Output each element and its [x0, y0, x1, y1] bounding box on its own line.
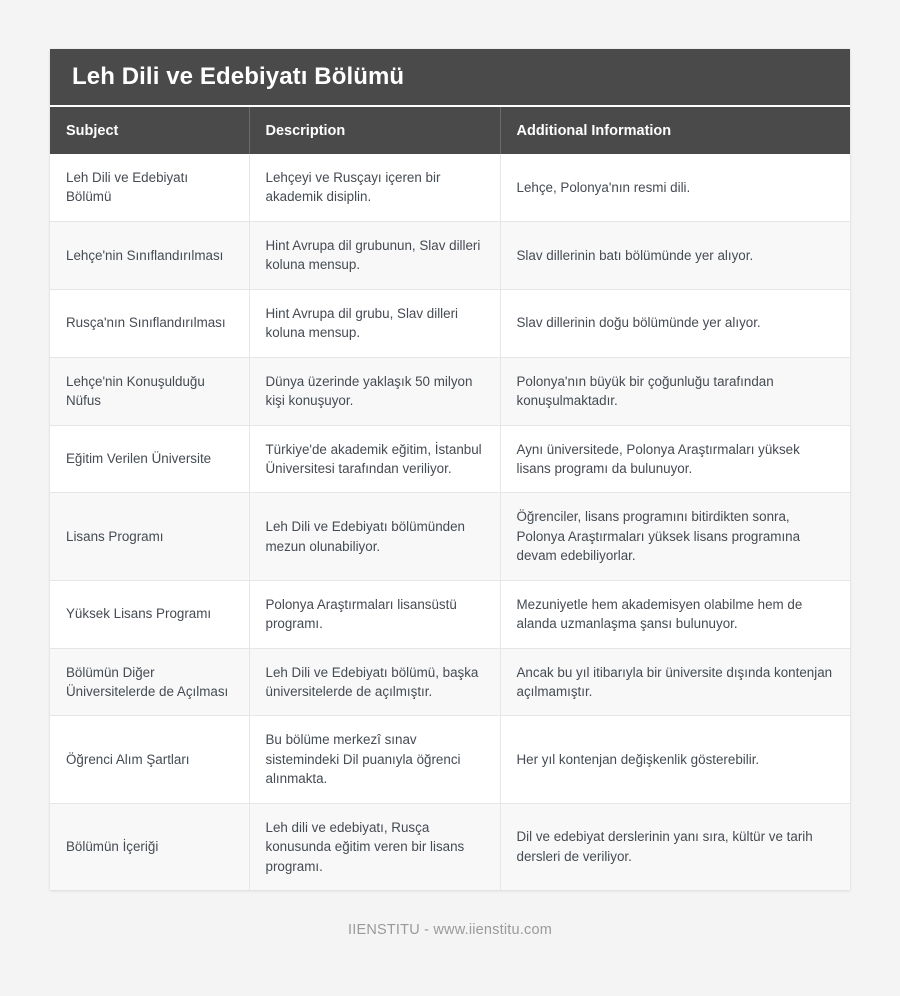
table-row	[50, 648, 850, 716]
cell-description: Türkiye'de akademik eğitim, İstanbul Üniversitesi tarafından veriliyor.	[249, 425, 500, 493]
table-row	[50, 289, 850, 357]
cell-additional-information: Dil ve edebiyat derslerinin yanı sıra, kültür ve tarih dersleri de veriliyor.	[500, 803, 850, 890]
table-body	[50, 154, 850, 890]
table-row	[50, 154, 850, 221]
cell-description: Lehçeyi ve Rusçayı içeren bir akademik disiplin.	[249, 154, 500, 221]
table-row	[50, 493, 850, 580]
table-row	[50, 425, 850, 493]
table-header-row	[50, 107, 850, 154]
cell-description: Leh dili ve edebiyatı, Rusça konusunda eğitim veren bir lisans programı.	[249, 803, 500, 890]
cell-description: Hint Avrupa dil grubu, Slav dilleri koluna mensup.	[249, 289, 500, 357]
table-row	[50, 580, 850, 648]
cell-subject: Lisans Programı	[50, 493, 249, 580]
column-header-subject: Subject	[50, 107, 249, 154]
cell-subject: Bölümün Diğer Üniversitelerde de Açılması	[50, 648, 249, 716]
cell-subject: Yüksek Lisans Programı	[50, 580, 249, 648]
cell-additional-information: Slav dillerinin batı bölümünde yer alıyor.	[500, 221, 850, 289]
cell-additional-information: Aynı üniversitede, Polonya Araştırmaları yüksek lisans programı da bulunuyor.	[500, 425, 850, 493]
table-row	[50, 716, 850, 803]
table-row	[50, 803, 850, 890]
footer-attribution: IIENSTITU - www.iienstitu.com	[348, 922, 552, 938]
info-table	[50, 107, 850, 890]
cell-subject: Leh Dili ve Edebiyatı Bölümü	[50, 154, 249, 221]
cell-description: Hint Avrupa dil grubunun, Slav dilleri koluna mensup.	[249, 221, 500, 289]
table-row	[50, 357, 850, 425]
cell-additional-information: Mezuniyetle hem akademisyen olabilme hem de alanda uzmanlaşma şansı bulunuyor.	[500, 580, 850, 648]
cell-additional-information: Polonya'nın büyük bir çoğunluğu tarafından konuşulmaktadır.	[500, 357, 850, 425]
cell-description: Leh Dili ve Edebiyatı bölümünden mezun olunabiliyor.	[249, 493, 500, 580]
cell-additional-information: Ancak bu yıl itibarıyla bir üniversite dışında kontenjan açılmamıştır.	[500, 648, 850, 716]
column-header-additional-information: Additional Information	[500, 107, 850, 154]
cell-additional-information: Slav dillerinin doğu bölümünde yer alıyor.	[500, 289, 850, 357]
cell-additional-information: Her yıl kontenjan değişkenlik gösterebilir.	[500, 716, 850, 803]
cell-description: Dünya üzerinde yaklaşık 50 milyon kişi konuşuyor.	[249, 357, 500, 425]
card-title-bar	[50, 49, 850, 107]
column-header-description: Description	[249, 107, 500, 154]
cell-additional-information: Öğrenciler, lisans programını bitirdikten sonra, Polonya Araştırmaları yüksek lisans programına devam edebiliyorlar.	[500, 493, 850, 580]
cell-subject: Bölümün İçeriği	[50, 803, 249, 890]
cell-subject: Lehçe'nin Sınıflandırılması	[50, 221, 249, 289]
table-header	[50, 107, 850, 154]
cell-subject: Lehçe'nin Konuşulduğu Nüfus	[50, 357, 249, 425]
cell-subject: Eğitim Verilen Üniversite	[50, 425, 249, 493]
cell-subject: Rusça'nın Sınıflandırılması	[50, 289, 249, 357]
cell-description: Bu bölüme merkezî sınav sistemindeki Dil puanıyla öğrenci alınmakta.	[249, 716, 500, 803]
cell-subject: Öğrenci Alım Şartları	[50, 716, 249, 803]
page-title: Leh Dili ve Edebiyatı Bölümü	[72, 62, 405, 90]
cell-additional-information: Lehçe, Polonya'nın resmi dili.	[500, 154, 850, 221]
table-row	[50, 221, 850, 289]
cell-description: Polonya Araştırmaları lisansüstü programı.	[249, 580, 500, 648]
cell-description: Leh Dili ve Edebiyatı bölümü, başka üniversitelerde de açılmıştır.	[249, 648, 500, 716]
info-card	[50, 49, 850, 890]
